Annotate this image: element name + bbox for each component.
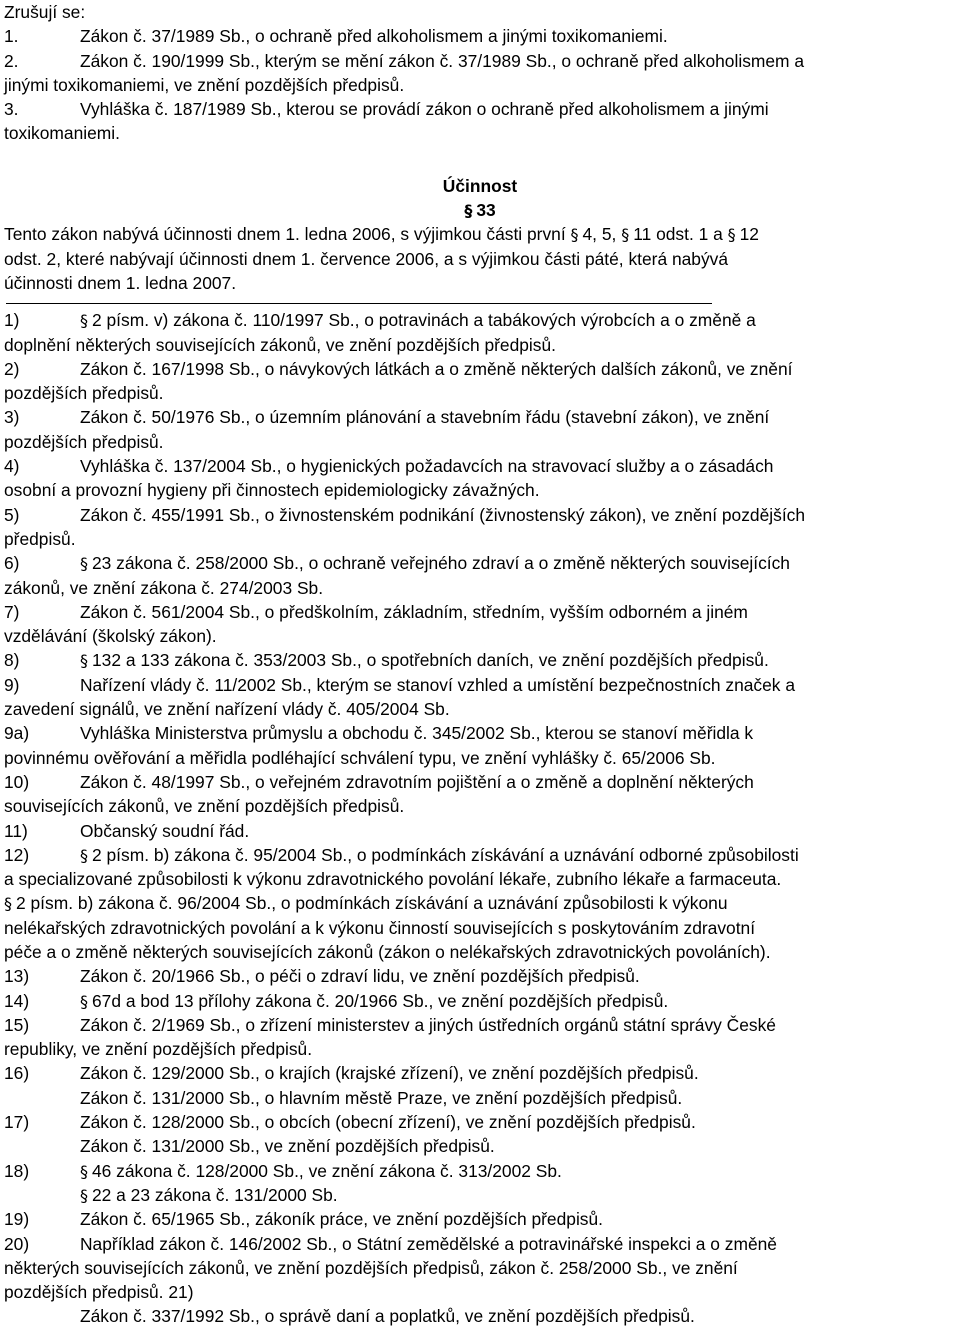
- footnote-text: 23 zákona č. 258/2000 Sb., o ochraně veřejného zdraví a o změně některých souvisejících: [92, 553, 790, 574]
- footnote-text: Zákon č. 2/1969 Sb., o zřízení ministerstev a jiných ústředních orgánů státní správy České: [80, 1014, 776, 1035]
- footnote-num: 9): [4, 674, 20, 695]
- footnote-text: Zákon č. 20/1966 Sb., o péči o zdraví lidu, ve znění pozdějších předpisů.: [80, 966, 640, 987]
- effectiveness-title: Účinnost: [442, 175, 518, 196]
- footnote-item-cont: a specializované způsobilosti k výkonu zdravotnického povolání lékaře, zubního lékaře a farmaceuta.: [4, 869, 782, 890]
- footnote-21: Zákon č. 337/1992 Sb., o správě daní a poplatků, ve znění pozdějších předpisů.: [80, 1306, 695, 1327]
- footnote-num: 19): [4, 1209, 30, 1230]
- footnote-text: Zákon č. 65/1965 Sb., zákoník práce, ve znění pozdějších předpisů.: [80, 1209, 604, 1230]
- footnote-num: 11): [4, 820, 28, 841]
- footnote-item: [4, 770, 956, 794]
- footnote-text: 2 písm. b) zákona č. 96/2004 Sb., o podmínkách získávání a uznávání způsobilosti k výkonu: [16, 893, 728, 914]
- footnote-num: 2): [4, 358, 20, 379]
- spacer: [4, 146, 956, 174]
- footnote-num: 20): [4, 1233, 30, 1254]
- effectiveness-text: Tento zákon nabývá účinnosti dnem 1. ledna 2006, s výjimkou části první: [4, 224, 566, 245]
- footnote-num: 13): [4, 966, 30, 987]
- footnote-12-extra-2: nelékařských zdravotnických povolání a k výkonu činností souvisejících s poskytováním zdravotní: [4, 917, 756, 938]
- footnote-item: [4, 819, 956, 843]
- footnote-text: Zákon č. 167/1998 Sb., o návykových látkách a o změně některých dalších zákonů, ve znění: [80, 358, 793, 379]
- footnote-num: 6): [4, 553, 20, 574]
- footnote-16: [4, 1061, 956, 1085]
- footnote-item: [4, 503, 956, 527]
- footnote-20-cont-1: některých souvisejících zákonů, ve znění pozdějších předpisů, zákon č. 258/2000 Sb., ve znění: [4, 1257, 738, 1278]
- footnote-20-cont-2: pozdějších předpisů. 21): [4, 1282, 194, 1303]
- footnote-num: 15): [4, 1014, 30, 1035]
- repeals-heading: Zrušují se:: [4, 2, 86, 22]
- footnote-19: [4, 1207, 956, 1231]
- section-sign: §: [80, 1161, 88, 1181]
- footnote-item: [4, 454, 956, 478]
- footnote-text: Například zákon č. 146/2002 Sb., o Státní zemědělské a potravinářské inspekci a o změně: [80, 1233, 777, 1254]
- repeal-item-3: [4, 97, 956, 121]
- footnote-num: 18): [4, 1160, 30, 1181]
- footnote-text: 2 písm. v) zákona č. 110/1997 Sb., o potravinách a tabákových výrobcích a o změně a: [92, 310, 756, 331]
- footnote-12-extra-1: [4, 891, 956, 915]
- footnote-item: [4, 600, 956, 624]
- footnote-text: Zákon č. 455/1991 Sb., o živnostenském podnikání (živnostenský zákon), ve znění pozdějších: [80, 504, 806, 525]
- footnote-item-cont: pozdějších předpisů.: [4, 431, 164, 452]
- footnote-item-cont: zavedení signálů, ve znění nařízení vlády č. 405/2004 Sb.: [4, 699, 450, 720]
- repeal-item-text: Zákon č. 190/1999 Sb., kterým se mění zákon č. 37/1989 Sb., o ochraně před alkoholismem a: [80, 50, 805, 71]
- section-sign: §: [621, 225, 630, 245]
- footnote-text: Zákon č. 561/2004 Sb., o předškolním, základním, středním, vyšším odborném a jiném: [80, 601, 748, 622]
- footnote-item: [4, 357, 956, 381]
- footnote-item-cont: souvisejících zákonů, ve znění pozdějších předpisů.: [4, 796, 405, 817]
- footnote-text: Nařízení vlády č. 11/2002 Sb., kterým se stanoví vzhled a umístění bezpečnostních značek a: [80, 674, 796, 695]
- footnote-num: 7): [4, 601, 20, 622]
- effectiveness-text: 4, 5,: [582, 224, 617, 245]
- footnote-18-cont: [4, 1183, 956, 1207]
- footnote-12-extra-3: péče a o změně některých souvisejících zákonů (zákon o nelékařských zdravotnických povoláních).: [4, 941, 771, 962]
- repeal-item-2-cont: jinými toxikomaniemi, ve znění pozdějších předpisů.: [4, 74, 405, 95]
- footnote-text: Zákon č. 128/2000 Sb., o obcích (obecní zřízení), ve znění pozdějších předpisů.: [80, 1112, 696, 1133]
- effectiveness-text: 11 odst. 1 a: [633, 224, 723, 245]
- footnote-item: [4, 648, 956, 672]
- footnote-17-cont: Zákon č. 131/2000 Sb., ve znění pozdějších předpisů.: [80, 1136, 495, 1157]
- footnote-num: 14): [4, 990, 30, 1011]
- effectiveness-section: [4, 198, 956, 222]
- section-sign: §: [570, 225, 579, 245]
- effectiveness-text: 12: [739, 224, 759, 245]
- repeal-item-num: 3.: [4, 99, 19, 120]
- footnote-text: 67d a bod 13 přílohy zákona č. 20/1966 Sb., ve znění pozdějších předpisů.: [92, 990, 669, 1011]
- section-sign: §: [80, 554, 88, 574]
- section-sign: §: [80, 651, 88, 671]
- footnote-item: [4, 551, 956, 575]
- repeal-item-text: Zákon č. 37/1989 Sb., o ochraně před alkoholismem a jinými toxikomaniemi.: [80, 26, 668, 47]
- footnote-text: 22 a 23 zákona č. 131/2000 Sb.: [92, 1184, 338, 1205]
- footnote-list: [4, 308, 956, 891]
- footnote-item-cont: doplnění některých souvisejících zákonů, ve znění pozdějších předpisů.: [4, 334, 556, 355]
- footnote-list-2: [4, 964, 956, 1061]
- footnote-num: 17): [4, 1112, 30, 1133]
- section-sign: §: [80, 1185, 88, 1205]
- footnote-num: 10): [4, 771, 30, 792]
- footnote-item: [4, 673, 956, 697]
- section-sign: §: [4, 894, 12, 914]
- footnote-num: 5): [4, 504, 20, 525]
- footnote-item-cont: republiky, ve znění pozdějších předpisů.: [4, 1039, 313, 1060]
- footnote-text: Občanský soudní řád.: [80, 820, 250, 841]
- footnote-num: 12): [4, 844, 30, 865]
- footnote-num: 3): [4, 407, 20, 428]
- footnote-num: 9a): [4, 723, 30, 744]
- footnote-num: 4): [4, 456, 20, 477]
- footnote-num: 8): [4, 650, 20, 671]
- footnote-num: 1): [4, 310, 20, 331]
- footnote-17: [4, 1110, 956, 1134]
- footnote-item: [4, 964, 956, 988]
- footnote-text: Zákon č. 129/2000 Sb., o krajích (krajské zřízení), ve znění pozdějších předpisů.: [80, 1063, 699, 1084]
- repeal-item-num: 1.: [4, 26, 19, 47]
- repeal-item-2: [4, 49, 956, 73]
- footnote-item: [4, 405, 956, 429]
- footnote-item-cont: předpisů.: [4, 528, 76, 549]
- section-sign: §: [727, 225, 736, 245]
- footnote-item-cont: osobní a provozní hygieny při činnostech epidemiologicky závažných.: [4, 480, 540, 501]
- footnote-text: Zákon č. 50/1976 Sb., o územním plánování a stavebním řádu (stavební zákon), ve znění: [80, 407, 770, 428]
- section-sign: §: [464, 201, 473, 221]
- footnote-text: 46 zákona č. 128/2000 Sb., ve znění zákona č. 313/2002 Sb.: [92, 1160, 562, 1181]
- footnote-item: [4, 989, 956, 1013]
- section-sign: §: [80, 845, 88, 865]
- footnote-item: [4, 1013, 956, 1037]
- section-number: 33: [476, 200, 496, 221]
- footnote-16-cont: Zákon č. 131/2000 Sb., o hlavním městě Praze, ve znění pozdějších předpisů.: [80, 1087, 683, 1108]
- footnote-item: [4, 721, 956, 745]
- footnote-item: [4, 843, 956, 867]
- repeal-item-3-cont: toxikomaniemi.: [4, 123, 120, 144]
- section-sign: §: [80, 991, 88, 1011]
- footnote-text: Zákon č. 48/1997 Sb., o veřejném zdravotním pojištění a o změně a doplnění některých: [80, 771, 754, 792]
- effectiveness-line-2: odst. 2, které nabývají účinnosti dnem 1. července 2006, a s výjimkou části páté, která nabývá: [4, 248, 729, 269]
- footnote-text: Vyhláška Ministerstva průmyslu a obchodu č. 345/2002 Sb., kterou se stanoví měřidla k: [80, 723, 754, 744]
- footnote-18: [4, 1159, 956, 1183]
- footnote-item-cont: zákonů, ve znění zákona č. 274/2003 Sb.: [4, 577, 324, 598]
- footnote-text: 2 písm. b) zákona č. 95/2004 Sb., o podmínkách získávání a uznávání odborné způsobilosti: [92, 844, 799, 865]
- footnote-text: 132 a 133 zákona č. 353/2003 Sb., o spotřebních daních, ve znění pozdějších předpisů.: [92, 650, 769, 671]
- footnote-num: 16): [4, 1063, 30, 1084]
- footnote-20: [4, 1232, 956, 1256]
- footnote-divider: [6, 303, 712, 304]
- section-sign: §: [80, 311, 88, 331]
- footnote-item-cont: vzdělávání (školský zákon).: [4, 626, 217, 647]
- footnote-text: Vyhláška č. 137/2004 Sb., o hygienických požadavcích na stravovací služby a o zásadách: [80, 456, 774, 477]
- effectiveness-line-1: [4, 222, 956, 246]
- footnote-item-cont: pozdějších předpisů.: [4, 383, 164, 404]
- repeal-item-num: 2.: [4, 50, 19, 71]
- footnote-item: [4, 308, 956, 332]
- effectiveness-line-3: účinnosti dnem 1. ledna 2007.: [4, 272, 237, 293]
- repeal-item-text: Vyhláška č. 187/1989 Sb., kterou se provádí zákon o ochraně před alkoholismem a jinými: [80, 99, 769, 120]
- footnote-item-cont: povinnému ověřování a měřidla podléhající schválení typu, ve znění vyhlášky č. 65/2006 Sb.: [4, 747, 716, 768]
- repeal-item-1: [4, 24, 956, 48]
